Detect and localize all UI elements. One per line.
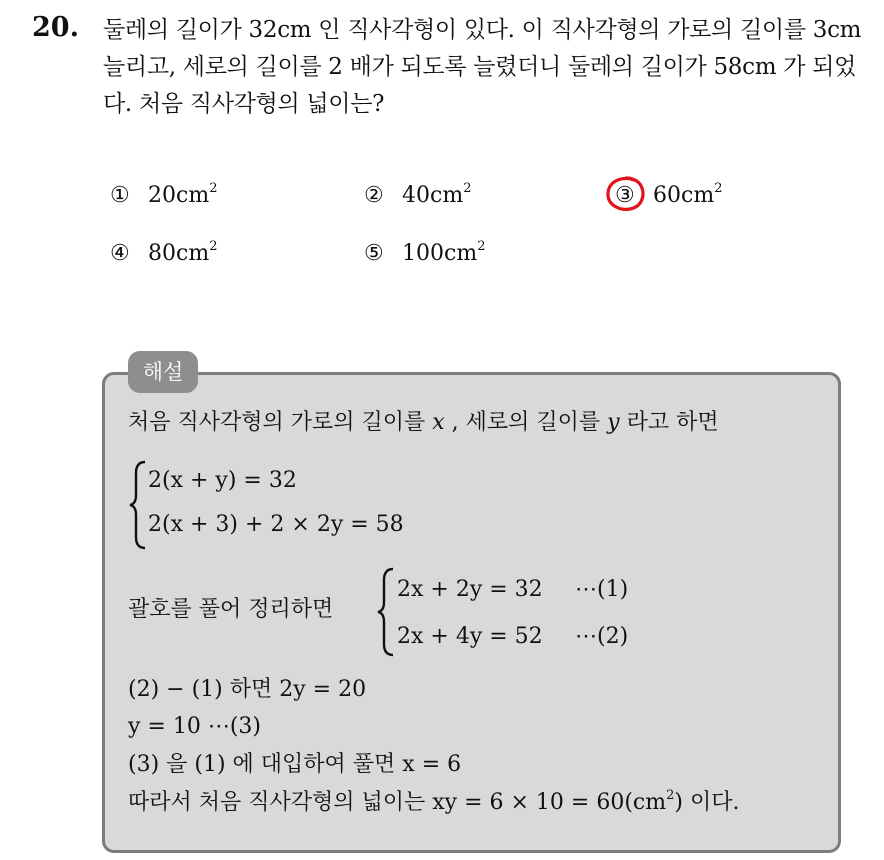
left-brace-icon [126, 459, 148, 551]
choice-5[interactable] [364, 239, 485, 269]
choice-exponent: 2 [477, 239, 486, 254]
solution-step-2: y = 10 ⋯(3) [128, 714, 261, 739]
question-text: 둘레의 길이가 32cm 인 직사각형이 있다. 이 직사각형의 가로의 길이를 3cm 늘리고, 세로의 길이를 2 배가 되도록 늘렸더니 둘레의 길이가 58cm 가 되었다. 처음 직사각형의 넓이는? [103, 17, 862, 117]
choice-value: 20cm [148, 183, 210, 208]
choice-exponent: 2 [209, 239, 218, 254]
left-brace-icon [374, 566, 396, 658]
answer-circle-mark [604, 175, 646, 213]
choice-mark: ② [364, 183, 384, 208]
system2-label: 괄호를 풀어 정리하면 [128, 597, 334, 622]
equation-tag-2: ⋯(2) [575, 624, 629, 649]
solution-title: 해설 [128, 351, 198, 393]
choice-mark: ⑤ [364, 241, 384, 266]
choice-value: 100cm [402, 241, 478, 266]
system2-equation2: 2x + 4y = 52 [397, 624, 543, 649]
choice-mark: ④ [110, 241, 130, 266]
equation-tag-1: ⋯(1) [575, 577, 629, 602]
choice-1[interactable] [110, 181, 217, 211]
choice-2[interactable] [364, 181, 471, 211]
solution-step-3: (3) 을 (1) 에 대입하여 풀면 x = 6 [128, 752, 462, 777]
solution-step-1: (2) − (1) 하면 2y = 20 [128, 677, 367, 702]
choice-exponent: 2 [714, 181, 723, 196]
system1-equation1: 2(x + y) = 32 [148, 468, 297, 493]
question-number: 20. [32, 12, 79, 43]
choice-mark: ③ [615, 183, 635, 208]
choice-4[interactable] [110, 239, 217, 269]
choice-exponent: 2 [463, 181, 472, 196]
choice-mark: ① [110, 183, 130, 208]
system2-equation1: 2x + 2y = 32 [397, 577, 543, 602]
choice-value: 60cm [653, 183, 715, 208]
solution-intro: 처음 직사각형의 가로의 길이를 x , 세로의 길이를 y 라고 하면 [128, 410, 719, 435]
system1-equation2: 2(x + 3) + 2 × 2y = 58 [148, 512, 404, 537]
choice-value: 40cm [402, 183, 464, 208]
solution-conclusion: 따라서 처음 직사각형의 넓이는 xy = $6 \times 10 = 60(cm^2)$ 이다. [128, 788, 740, 815]
choice-exponent: 2 [209, 181, 218, 196]
choice-value: 80cm [148, 241, 210, 266]
